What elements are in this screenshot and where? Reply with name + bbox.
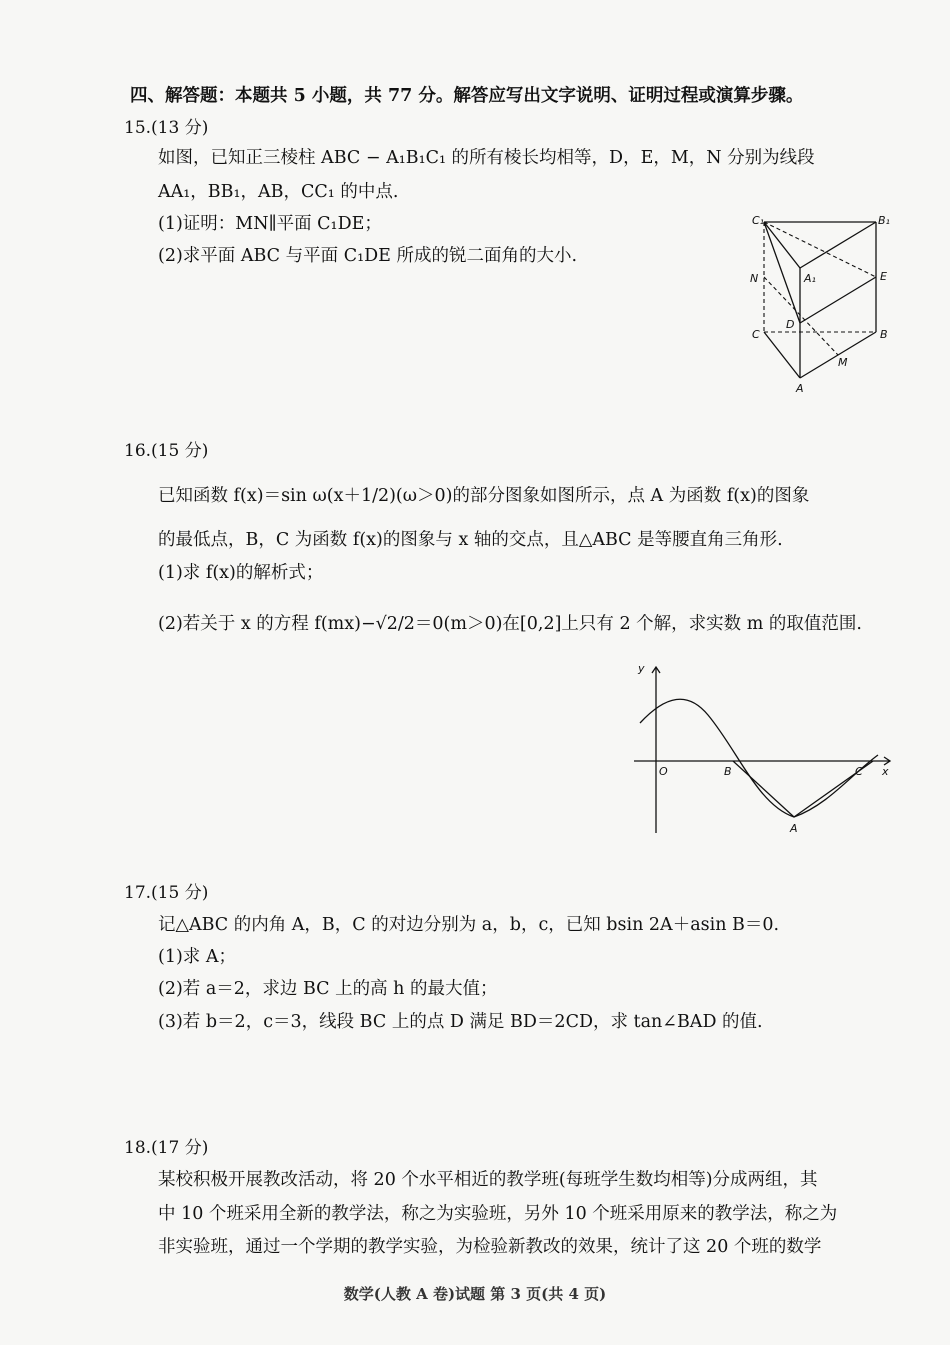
q17-part3: (3)若 b＝2，c＝3，线段 BC 上的点 D 满足 BD＝2CD，求 tan∠BAD 的值. <box>158 1012 763 1032</box>
q15-number: 15.(13 分) <box>124 118 209 138</box>
section-heading: 四、解答题：本题共 5 小题，共 77 分。解答应写出文字说明、证明过程或演算步骤。 <box>130 86 804 106</box>
q17-part1: (1)求 A； <box>158 947 236 967</box>
graph-label-O: O <box>659 765 668 778</box>
q15-part2: (2)求平面 ABC 与平面 C₁DE 所成的锐二面角的大小. <box>158 246 578 266</box>
graph-label-A: A <box>790 822 798 835</box>
q16-part2: (2)若关于 x 的方程 f(mx)−√2/2＝0(m＞0)在[0,2]上只有 2 个解，求实数 m 的取值范围. <box>158 614 862 634</box>
q16-number: 16.(15 分) <box>124 441 209 461</box>
q18-stem-line2: 中 10 个班采用全新的教学法，称之为实验班，另外 10 个班采用原来的教学法，称之为 <box>158 1204 838 1224</box>
label-C: C <box>752 328 760 341</box>
q18-stem-line3: 非实验班，通过一个学期的教学实验，为检验新教改的效果，统计了这 20 个班的数学 <box>158 1237 822 1257</box>
label-B1: B₁ <box>878 214 890 227</box>
label-M: M <box>838 356 848 369</box>
graph-label-B: B <box>724 765 732 778</box>
label-B: B <box>880 328 888 341</box>
label-A: A <box>796 382 804 395</box>
q15-stem-line1: 如图，已知正三棱柱 ABC − A₁B₁C₁ 的所有棱长均相等，D，E，M，N 分别为线段 <box>158 148 815 168</box>
label-D: D <box>786 318 795 331</box>
q17-part2: (2)若 a＝2，求边 BC 上的高 h 的最大值； <box>158 979 498 999</box>
q16-stem-line2: 的最低点，B，C 为函数 f(x)的图象与 x 轴的交点，且△ABC 是等腰直角三角形. <box>158 530 783 550</box>
page-footer: 数学(人教 A 卷)试题 第 3 页(共 4 页) <box>343 1285 607 1303</box>
label-N: N <box>750 272 759 285</box>
sine-graph-figure <box>628 655 898 840</box>
graph-label-C: C <box>855 765 863 778</box>
graph-label-y: y <box>638 662 645 675</box>
q15-part1: (1)证明：MN∥平面 C₁DE； <box>158 214 382 234</box>
graph-label-x: x <box>882 765 889 778</box>
label-C1: C₁ <box>752 214 765 227</box>
prism-figure <box>740 208 890 398</box>
label-A1: A₁ <box>804 272 816 285</box>
q17-stem-line1: 记△ABC 的内角 A，B，C 的对边分别为 a，b，c，已知 bsin 2A＋asin B＝0. <box>158 915 780 935</box>
q16-stem-line1: 已知函数 f(x)＝sin ω(x＋1/2)(ω＞0)的部分图象如图所示，点 A 为函数 f(x)的图象 <box>158 486 810 506</box>
q18-number: 18.(17 分) <box>124 1138 209 1158</box>
q17-number: 17.(15 分) <box>124 883 209 903</box>
q18-stem-line1: 某校积极开展教改活动，将 20 个水平相近的教学班(每班学生数均相等)分成两组，其 <box>158 1170 818 1190</box>
q16-part1: (1)求 f(x)的解析式； <box>158 563 324 583</box>
q15-stem-line2: AA₁，BB₁，AB，CC₁ 的中点. <box>158 182 399 202</box>
label-E: E <box>880 270 887 283</box>
